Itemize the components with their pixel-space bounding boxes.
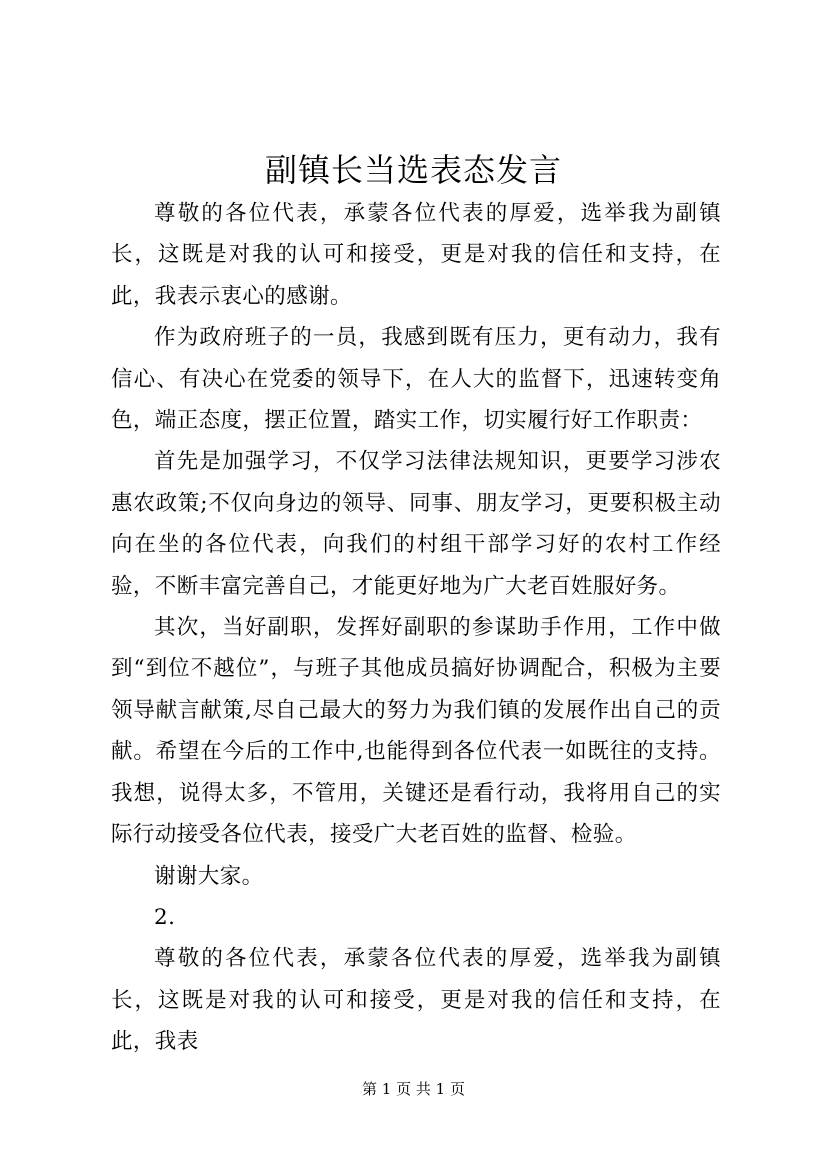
paragraph-4: 其次，当好副职，发挥好副职的参谋助手作用，工作中做到“到位不越位”，与班子其他成员搞好协调配合，积极为主要领导献言献策,尽自己最大的努力为我们镇的发展作出自己的贡献。希望在今后的工作中,也能得到各位代表一如既往的支持。我想，说得太多，不管用，关键还是看行动，我将用自己的实际行动接受各位代表，接受广大老百姓的监督、检验。 xyxy=(111,615,721,848)
paragraph-3: 首先是加强学习，不仅学习法律法规知识，更要学习涉农惠农政策;不仅向身边的领导、同事、朋友学习，更要积极主动向在坐的各位代表，向我们的村组干部学习好的农村工作经验，不断丰富完善自己，才能更好地为广大老百姓服好务。 xyxy=(111,449,721,599)
paragraph-5: 谢谢大家。 xyxy=(154,863,264,889)
page-title: 副镇长当选表态发言 xyxy=(264,151,562,189)
paragraph-2: 作为政府班子的一员，我感到既有压力，更有动力，我有信心、有决心在党委的领导下，在人大的监督下，迅速转变角色，端正态度，摆正位置，踏实工作，切实履行好工作职责： xyxy=(111,325,721,434)
document-body xyxy=(111,193,721,1063)
paragraph-6: 2. xyxy=(154,904,176,930)
paragraph-1: 尊敬的各位代表，承蒙各位代表的厚爱，选举我为副镇长，这既是对我的认可和接受，更是对我的信任和支持，在此，我表示衷心的感谢。 xyxy=(111,201,721,309)
paragraph-7: 尊敬的各位代表，承蒙各位代表的厚爱，选举我为副镇长，这既是对我的认可和接受，更是对我的信任和支持，在此，我表 xyxy=(111,946,721,1055)
page-footer: 第 1 页 共 1 页 xyxy=(362,1080,465,1098)
